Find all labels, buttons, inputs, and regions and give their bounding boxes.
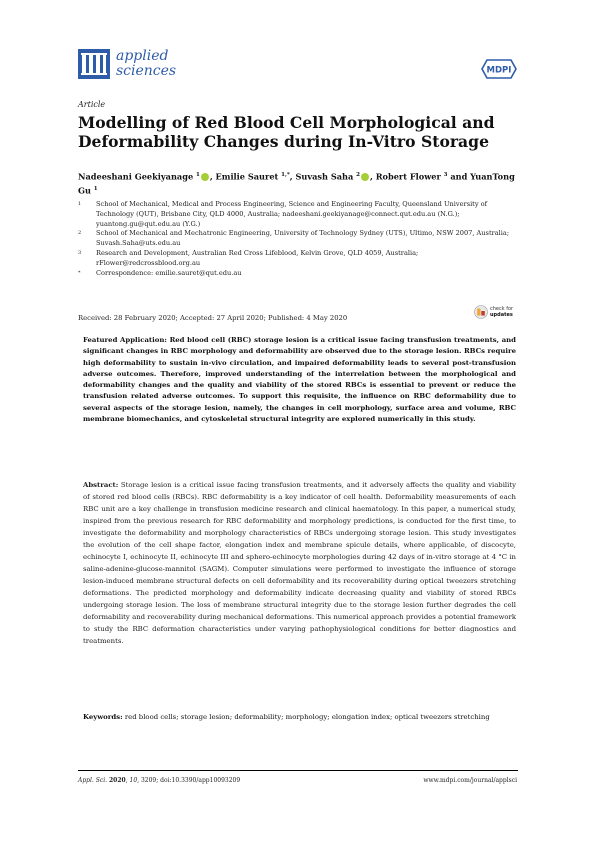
affiliation-number: 2 [78, 230, 82, 237]
affiliation-number: * [78, 269, 81, 276]
orcid-icon[interactable] [361, 173, 369, 181]
check-updates-icon [474, 305, 488, 319]
journal-name [116, 49, 176, 79]
keywords [83, 711, 516, 723]
publication-dates: Received: 28 February 2020; Accepted: 27 April 2020; Published: 4 May 2020 [78, 314, 348, 322]
footer-citation: Appl. Sci. 2020, 10, 3209; doi:10.3390/app10093209 [78, 777, 241, 784]
featured-text: Red blood cell (RBC) storage lesion is a critical issue facing transfusion treatments, and significant changes in RBC morphology and deformability are observed due to the storage lesion. RBCs require high deformability to sustain in-vivo circulation, and impaired deformability leads to several post-transfusion adverse outcomes. Therefore, improved understanding of the interrelation between the morphological and deformability changes and the quality and viability of the stored RBCs is essential to prevent or reduce the transfusion related adverse outcomes. To support this requisite, the influence on RBC deformability due to several aspects of the storage lesion, namely, the changes in cell morphology, surface area and volume, RBC membrane biomechanics, and cytoskeletal structural integrity are explored numerically in this study. [83, 336, 516, 424]
article-type: Article [78, 100, 106, 109]
abstract-label: Abstract: [83, 481, 119, 489]
author-affiliation-sup: 1,* [281, 172, 290, 178]
check-for-updates-button[interactable] [474, 305, 513, 319]
footer-volume: 10 [129, 777, 138, 784]
author-affiliation-sup: 2 [356, 172, 360, 178]
keywords-label: Keywords: [83, 713, 123, 721]
affiliation-item [78, 269, 518, 279]
author-affiliation-sup: 1 [93, 185, 98, 192]
footer-journal-url[interactable]: www.mdpi.com/journal/applsci [423, 777, 517, 784]
affiliations [78, 200, 518, 278]
author-name: Nadeeshani Geekiyanage [78, 171, 197, 182]
affiliation-number: 3 [78, 249, 82, 256]
author-list [78, 169, 518, 196]
journal-name-line2: sciences [116, 63, 177, 79]
footer-citation-rest: , 3209; doi:10.3390/app10093209 [137, 777, 241, 784]
footer-journal-abbrev: Appl. Sci. [78, 777, 108, 784]
page-title: Modelling of Red Blood Cell Morphological and Deformability Changes during In-Vitro Storage [78, 113, 495, 151]
footer-divider [78, 770, 518, 771]
mdpi-logo-icon[interactable] [481, 59, 517, 83]
author-name: Suvash Saha [295, 171, 357, 182]
abstract-text: Storage lesion is a critical issue facing transfusion treatments, and it adversely affects the quality and viability of stored red blood cells (RBCs). RBC deformability is a key indicator of cell health. Deformability measurements of each RBC unit are a key challenge in transfusion medicine research and clinical haematology. In this paper, a numerical study, inspired from the previous research for RBC deformability and morphology predictions, is conducted for the first time, to investigate the deformability and morphology characteristics of RBCs undergoing storage lesion. This study investigates the evolution of the cell shape factor, elongation index and membrane spicule details, where applicable, of discocyte, echinocyte I, echinocyte II, echinocyte III and sphero-echinocyte morphologies during 42 days of in-vitro storage at 4 °C in saline-adenine-glucose-mannitol (SAGM). Computer simulations were performed to investigate the influence of storage lesion-induced membrane structural defects on cell deformability and its recoverability during optical tweezers stretching deformations. The predicted morphology and deformability indicate decreasing quality and viability of stored RBCs undergoing storage lesion. The loss of membrane structural integrity due to the storage lesion further degrades the cell deformability and recoverability during mechanical deformations. This numerical approach provides a potential framework to study the RBC deformation characteristics under varying pathophysiological conditions for better diagnostics and treatments. [83, 481, 516, 645]
keywords-text: red blood cells; storage lesion; deformability; morphology; elongation index; optical tweezers stretching [124, 713, 490, 721]
orcid-icon[interactable] [201, 173, 209, 181]
svg-text:MDPI: MDPI [486, 65, 512, 76]
author-separator: and [447, 171, 471, 182]
affiliation-number: 1 [78, 201, 82, 207]
affiliation-text: Correspondence: emilie.sauret@qut.edu.au [96, 268, 242, 277]
journal-logo[interactable] [78, 49, 176, 79]
applied-sciences-logo-icon [78, 49, 110, 79]
check-updates-line2: updates [490, 312, 513, 318]
author-name: Emilie Sauret [215, 171, 282, 182]
author-separator: , [370, 171, 376, 182]
author-separator: , [289, 171, 296, 182]
check-updates-line1: check for [490, 306, 514, 312]
author-affiliation-sup: 3 [443, 172, 448, 178]
affiliation-text: Research and Development, Australian Red Cross Lifeblood, Kelvin Grove, QLD 4059, Australia; rFlower@redcrossblood.org.au [96, 248, 419, 267]
author-separator: , [209, 171, 216, 182]
author-name: YuanTong Gu [78, 171, 515, 196]
featured-application [83, 335, 516, 425]
affiliation-item [78, 229, 518, 249]
affiliation-text: School of Mechanical, Medical and Process Engineering, Science and Engineering Faculty, Queensland University of Technology (QUT), Brisbane City, QLD 4000, Australia; nadeeshani.geekiyanage@connect.qut.edu.au (N.G.); yuantong.gu@qut.edu.au (Y.G.) [96, 200, 488, 228]
affiliation-item [78, 249, 518, 269]
affiliation-text: School of Mechanical and Mechatronic Engineering, University of Technology Sydney (UTS), Ultimo, NSW 2007, Australia; Suvash.Saha@uts.edu.au [96, 229, 510, 248]
author-name: Robert Flower [375, 171, 444, 182]
affiliation-item [78, 200, 518, 229]
footer-year: 2020 [108, 777, 126, 784]
journal-name-line1: applied [116, 48, 169, 64]
abstract [83, 479, 516, 647]
check-updates-text [490, 306, 513, 318]
featured-label: Featured Application: [83, 336, 167, 344]
author-affiliation-sup: 1 [196, 172, 200, 178]
